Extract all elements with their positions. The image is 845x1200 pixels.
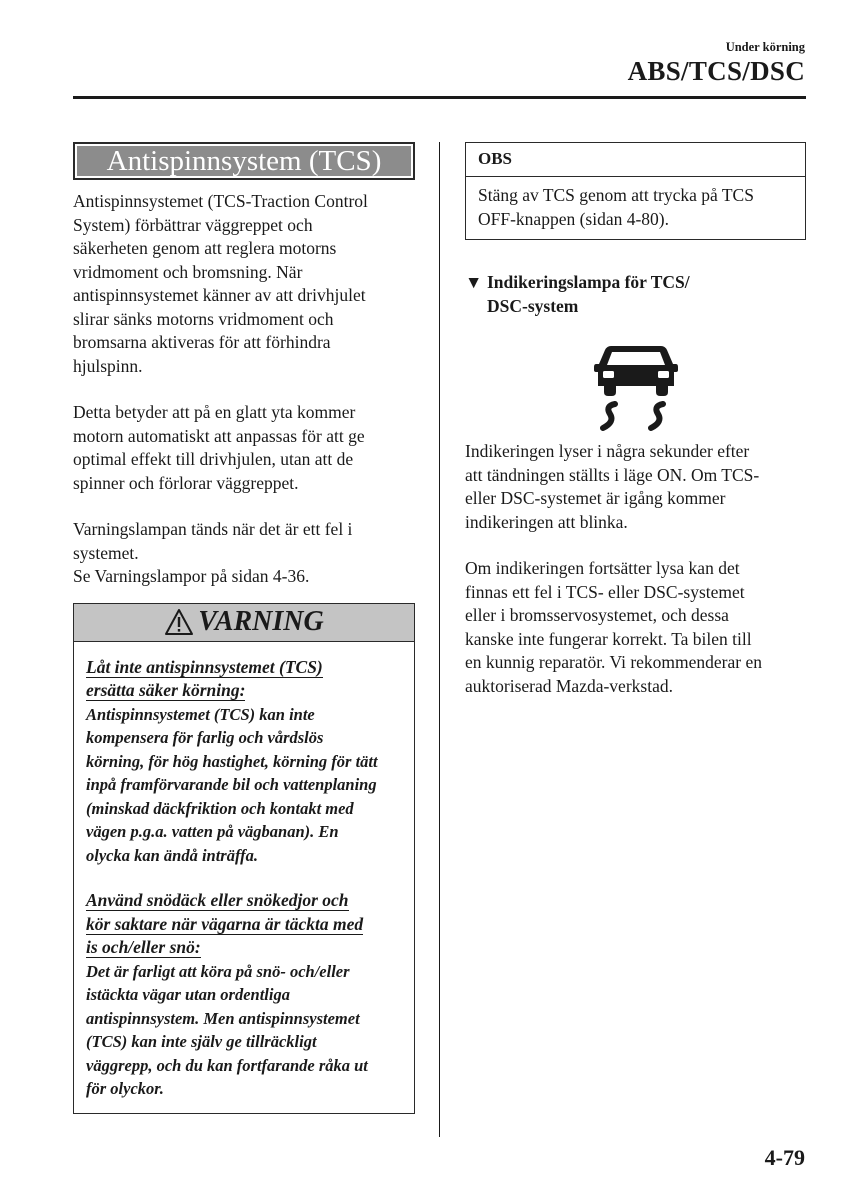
text-line: Låt inte antispinnsystemet (TCS)	[86, 656, 323, 677]
text-line: systemet.	[73, 542, 139, 563]
paragraph-tcs-intro	[73, 190, 415, 378]
text-line: inpå framförvarande bil och vattenplaning	[86, 775, 377, 794]
chapter-name: Under körning	[725, 40, 805, 54]
text-line: eller i bromsservosystemet, och dessa	[465, 605, 729, 625]
text-line: vägen p.g.a. vatten på vägbanan). En	[86, 822, 339, 841]
text-line: antispinnsystemet känner av att drivhjulet	[73, 285, 366, 305]
text-line: finnas ett fel i TCS- eller DSC-systemet	[465, 581, 745, 602]
warning-heading-1	[86, 656, 402, 703]
text-line: Det är farligt att köra på snö- och/eller	[86, 961, 350, 981]
text-line: Indikeringen lyser i några sekunder efter	[465, 441, 750, 461]
paragraph-indicator-startup	[465, 440, 806, 534]
text-line: eller DSC-systemet är igång kommer	[465, 488, 726, 508]
text-line: Stäng av TCS genom att trycka på TCS	[478, 185, 754, 205]
text-line: Indikeringslampa för TCS/	[487, 272, 690, 292]
left-column	[73, 142, 415, 1114]
text-line: istäckta vägar utan ordentliga	[86, 985, 290, 1004]
text-line: körning, för hög hastighet, körning för tätt	[86, 751, 378, 771]
tcs-dsc-skid-car-icon	[593, 340, 679, 432]
text-line: olycka kan ändå inträffa.	[86, 845, 259, 865]
warning-text-2	[86, 960, 402, 1101]
text-line: indikeringen att blinka.	[465, 511, 628, 532]
text-line: en kunnig reparatör. Vi rekommenderar en	[465, 652, 762, 672]
warning-heading-2	[86, 889, 402, 960]
text-line: is och/eller snö:	[86, 937, 201, 957]
text-line: (TCS) kan inte själv ge tillräckligt	[86, 1032, 317, 1051]
right-column	[465, 142, 806, 721]
note-box	[465, 142, 806, 240]
warning-header	[74, 604, 414, 642]
text-line: att tändningen ställts i läge ON. Om TCS-	[465, 464, 760, 485]
triangle-marker-icon: ▼	[465, 272, 483, 292]
text-line: Antispinnsystemet (TCS) kan inte	[86, 704, 315, 724]
page-number: 4-79	[764, 1145, 805, 1170]
warning-title: VARNING	[198, 606, 324, 637]
text-line: kanske inte fungerar korrekt. Ta bilen till	[465, 628, 752, 649]
text-line: kompensera för farlig och vårdslös	[86, 728, 324, 747]
text-line: ersätta säker körning:	[86, 680, 246, 700]
text-line: Om indikeringen fortsätter lysa kan det	[465, 558, 740, 578]
text-line: OFF-knappen (sidan 4-80).	[478, 208, 670, 229]
text-line: Använd snödäck eller snökedjor och	[86, 890, 349, 910]
text-line: System) förbättrar väggreppet och	[73, 214, 313, 235]
indicator-lamp	[465, 340, 806, 432]
indicator-subheading	[465, 270, 806, 318]
text-line: slirar sänks motorns vridmoment och	[73, 308, 334, 329]
paragraph-indicator-fault	[465, 557, 806, 698]
text-line: väggrepp, och du kan fortfarande råka ut	[86, 1055, 368, 1075]
warning-box	[73, 603, 415, 1114]
warning-text-1	[86, 703, 402, 868]
text-line: för olyckor.	[86, 1079, 164, 1098]
text-line: (minskad däckfriktion och kontakt med	[86, 798, 354, 818]
text-line: Se Varningslampor på sidan 4-36.	[73, 566, 310, 586]
section-title: Antispinnsystem (TCS)	[73, 142, 415, 180]
text-line: antispinnsystem. Men antispinnsystemet	[86, 1008, 360, 1028]
text-line: auktoriserad Mazda-verkstad.	[465, 675, 673, 696]
text-line: säkerheten genom att reglera motorns	[73, 238, 337, 258]
text-line: spinner och förlorar väggreppet.	[73, 472, 299, 493]
text-line: vridmoment och bromsning. När	[73, 261, 303, 282]
text-line: optimal effekt till drivhjulen, utan att de	[73, 449, 354, 469]
warning-body	[74, 642, 414, 1113]
note-title: OBS	[466, 143, 805, 177]
warning-triangle-icon	[164, 608, 194, 636]
text-line: Varningslampan tänds när det är ett fel i	[73, 519, 353, 539]
paragraph-warning-lamp	[73, 518, 415, 589]
column-divider	[439, 142, 440, 1137]
text-line: bromsarna aktiveras för att förhindra	[73, 332, 331, 352]
text-line: Detta betyder att på en glatt yta kommer	[73, 402, 356, 422]
header-rule	[73, 96, 806, 99]
text-line: DSC-system	[487, 296, 579, 316]
paragraph-slippery-surface	[73, 401, 415, 495]
text-line: motorn automatiskt att anpassas för att ge	[73, 425, 365, 446]
text-line: kör saktare när vägarna är täckta med	[86, 913, 364, 934]
page-section-title: ABS/TCS/DSC	[627, 56, 805, 86]
note-body	[466, 177, 805, 239]
text-line: hjulspinn.	[73, 355, 143, 376]
text-line: Antispinnsystemet (TCS-Traction Control	[73, 191, 368, 211]
